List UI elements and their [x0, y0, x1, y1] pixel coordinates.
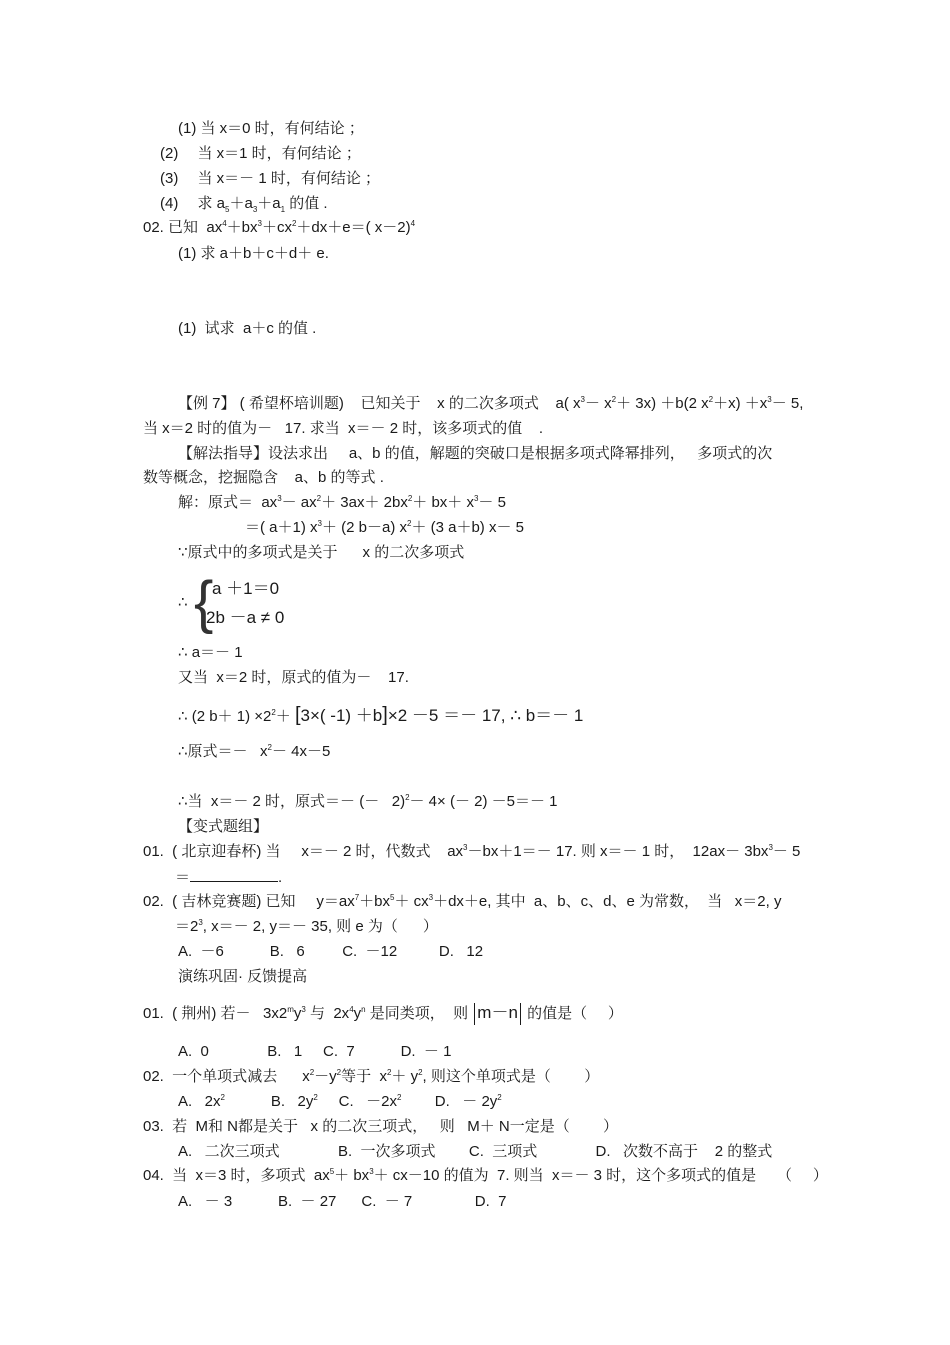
exponent: 2 — [396, 1093, 402, 1102]
text: A. 0 B. 1 C. 7 D. － 1 — [178, 1043, 452, 1060]
solution-line-2 — [245, 518, 524, 538]
text: , x＝－ 2, y＝－ 35, 则 e 为（ ） — [202, 918, 438, 935]
text: 03. 若 M和 N都是关于 x 的二次三项式， 则 M＋ N一定是（ ） — [143, 1118, 619, 1135]
exponent: 2 — [316, 494, 322, 503]
exponent: 2 — [271, 708, 276, 717]
exponent: 3 — [580, 395, 585, 404]
text: (4) 求 a — [160, 195, 226, 212]
text: 又当 x＝2 时，原式的值为－ 17. — [178, 669, 409, 686]
exponent: 2 — [386, 1068, 392, 1077]
text: D. － 2y — [401, 1093, 498, 1110]
text: 【解法指导】设法求出 a、b 的值，解题的突破口是根据多项式降幂排列， 多项式的次 — [178, 445, 773, 462]
exponent: 3 — [317, 519, 322, 528]
text: 解：原式＝ ax — [178, 494, 278, 511]
exponent: 3 — [369, 1167, 374, 1176]
practice-02 — [143, 1067, 599, 1087]
exponent: 3 — [301, 1005, 306, 1014]
text: ∴当 x＝－ 2 时，原式＝－ (－ 2) — [178, 793, 406, 810]
exponent: 7 — [354, 893, 360, 902]
exponent: 2 — [497, 1093, 502, 1102]
right-bracket-icon: ] — [382, 704, 388, 726]
text: ∴原式＝－ x — [178, 743, 268, 760]
equation-2 — [206, 608, 284, 628]
text: ＝( a＋1) x — [245, 519, 318, 536]
text: －bx＋1＝－ 17. 则 x＝－ 1 时， 12ax－ 3bx — [467, 843, 769, 860]
text: 的值 . — [285, 195, 328, 212]
exponent: 2 — [309, 1068, 315, 1077]
solution-line-1 — [178, 493, 506, 513]
text: y — [353, 1005, 362, 1022]
variant-02-cont — [175, 917, 438, 937]
exponent: 2 — [313, 1093, 318, 1102]
exponent: 3 — [257, 219, 262, 228]
exponent: 3 — [277, 494, 282, 503]
text: ∴ — [178, 594, 188, 611]
text: ＋ bx＋ x — [412, 494, 474, 511]
question-4 — [160, 194, 328, 214]
text: － 4× (－ 2) －5＝－ 1 — [409, 793, 558, 810]
problem-02 — [143, 218, 415, 238]
problem-02-sub-2 — [178, 319, 316, 339]
text: 等于 x — [341, 1068, 387, 1085]
exponent: 2 — [708, 395, 714, 404]
exponent: 3 — [198, 918, 203, 927]
exponent: 3 — [767, 395, 772, 404]
practice-03-options — [178, 1142, 772, 1162]
exponent: 4 — [349, 1005, 354, 1014]
text: ＋bx — [359, 893, 390, 910]
question-3 — [160, 169, 380, 189]
practice-title — [178, 967, 307, 987]
practice-01 — [143, 1003, 623, 1025]
therefore-symbol — [178, 593, 188, 613]
exponent: 2 — [336, 1068, 342, 1077]
left-brace-icon: { — [194, 570, 214, 635]
practice-02-options — [178, 1092, 502, 1112]
abs-bar-left-icon — [474, 1003, 475, 1025]
text: 与 2x — [305, 1005, 350, 1022]
subscript: 3 — [252, 205, 258, 214]
text: m－n — [477, 1003, 518, 1022]
exponent: 4 — [410, 219, 416, 228]
text: ＋x) ＋x — [713, 395, 768, 412]
variant-02-options — [178, 942, 483, 962]
text: (1) 求 a＋b＋c＋d＋ e. — [178, 245, 329, 262]
text: , 则这个单项式是（ ） — [422, 1068, 600, 1085]
text: ×2 －5 ＝－ 17, ∴ b＝－ 1 — [387, 706, 584, 725]
text: 2b －a ≠ 0 — [206, 608, 285, 627]
text: B. 2y — [224, 1093, 314, 1110]
subscript: 5 — [225, 205, 230, 214]
exponent: 4 — [222, 219, 227, 228]
text: ＋ y — [391, 1068, 419, 1085]
variant-01-answer — [175, 867, 282, 888]
text: 【例 7】 ( 希望杯培训题) 已知关于 x 的二次多项式 a( x — [178, 395, 581, 412]
practice-01-options — [178, 1042, 451, 1062]
exponent: 2 — [405, 793, 410, 802]
question-1 — [178, 119, 364, 139]
exponent: 2 — [407, 519, 412, 528]
exponent: 2 — [291, 219, 297, 228]
solution-guide-cont — [143, 468, 384, 488]
text: y — [293, 1005, 302, 1022]
exponent: 5 — [390, 893, 395, 902]
exponent: n — [361, 1005, 366, 1014]
exponent: 5 — [329, 1167, 335, 1176]
exponent: 2 — [267, 743, 272, 752]
problem-02-sub-1 — [178, 244, 329, 264]
exponent: 2 — [418, 1068, 423, 1077]
text: ＋a — [229, 195, 253, 212]
exponent: 2 — [611, 395, 617, 404]
solution-guide — [178, 444, 772, 464]
text: ＋ (2 b－a) x — [321, 519, 407, 536]
exponent: 3 — [428, 893, 434, 902]
b-equation — [178, 705, 583, 727]
text: － 4x－5 — [272, 743, 331, 760]
abs-bar-right-icon — [520, 1003, 521, 1025]
since-statement — [178, 543, 464, 563]
text: ＋bx — [226, 219, 258, 236]
text: 当 x＝2 时的值为－ 17. 求当 x＝－ 2 时，该多项式的值 . — [143, 420, 544, 437]
text: － x — [584, 395, 612, 412]
text: 的值是（ ） — [522, 1005, 623, 1022]
text: 是同类项， 则 — [365, 1005, 469, 1022]
example-7-title — [178, 394, 803, 414]
example-7-line-2 — [143, 419, 543, 439]
text: ＋ bx — [334, 1167, 370, 1184]
exponent: 2 — [220, 1093, 225, 1102]
text: ＋ 3x) ＋b(2 x — [616, 395, 709, 412]
text: ＋ cx－10 的值为 7. 则当 x＝－ 3 时，这个多项式的值是 （ ） — [373, 1167, 828, 1184]
text: ＝ — [175, 869, 191, 886]
text: － 5 — [478, 494, 506, 511]
exponent: 3 — [463, 843, 468, 852]
text: ＋cx — [261, 219, 292, 236]
variant-02 — [143, 892, 782, 912]
text: － 5, — [771, 395, 804, 412]
text: ＋dx＋e＝( x－2) — [296, 219, 411, 236]
answer-blank[interactable] — [190, 867, 278, 882]
text: ∴ (2 b＋ 1) ×2 — [178, 708, 272, 725]
variants-title — [178, 817, 268, 837]
question-text: (2) 当 x＝1 时，有何结论 ； — [160, 145, 361, 162]
text: ＋ cx — [394, 893, 429, 910]
final-value — [178, 792, 557, 812]
text: A. －6 B. 6 C. －12 D. 12 — [178, 943, 484, 960]
exponent: m — [287, 1005, 294, 1014]
text: A. 2x — [178, 1093, 221, 1110]
text: 数等概念，挖掘隐含 a、b 的等式 . — [143, 469, 384, 486]
text: ＋ (3 a＋b) x－ 5 — [411, 519, 524, 536]
question-2 — [160, 144, 361, 164]
question-text: (1) 当 x＝0 时，有何结论 ； — [178, 120, 364, 137]
text: ∵原式中的多项式是关于 x 的二次多项式 — [178, 544, 465, 561]
question-text: (3) 当 x＝－ 1 时，有何结论 ； — [160, 170, 381, 187]
exponent: 3 — [768, 843, 773, 852]
text: ＋dx＋e, 其中 a、b、c、d、e 为常数， 当 x＝2, y — [433, 893, 782, 910]
equation-1 — [212, 579, 279, 599]
text: C. －2x — [317, 1093, 397, 1110]
variant-01 — [143, 842, 800, 862]
text: － ax — [281, 494, 317, 511]
text: 01. ( 荆州) 若－ 3x2 — [143, 1005, 288, 1022]
text: . — [278, 869, 283, 886]
text: 【变式题组】 — [178, 818, 269, 835]
text: 02. ( 吉林竞赛题) 已知 y＝ax — [143, 893, 355, 910]
text: 04. 当 x＝3 时，多项式 ax — [143, 1167, 330, 1184]
practice-03 — [143, 1117, 618, 1137]
text: ＋ 3ax＋ 2bx — [321, 494, 408, 511]
text: (1) 试求 a＋c 的值 . — [178, 320, 317, 337]
subscript: 1 — [280, 205, 286, 214]
text: 02. 已知 ax — [143, 219, 223, 236]
a-value — [178, 643, 243, 663]
text: ∴ a＝－ 1 — [178, 644, 243, 661]
text: ＝2 — [175, 918, 199, 935]
text: A. 二次三项式 B. 一次多项式 C. 三项式 D. 次数不高于 2 的整式 — [178, 1143, 773, 1160]
again-statement — [178, 668, 409, 688]
text: －y — [314, 1068, 337, 1085]
text: ＋ — [275, 708, 295, 725]
left-bracket-icon: [ — [294, 704, 301, 726]
text: a ＋1＝0 — [212, 579, 280, 598]
text: 01. ( 北京迎春杯) 当 x＝－ 2 时，代数式 ax — [143, 843, 464, 860]
practice-04-options — [178, 1192, 506, 1212]
exponent: 2 — [407, 494, 413, 503]
text: － 5 — [772, 843, 801, 860]
text: 3×( -1) ＋b — [300, 706, 383, 725]
original-simplified — [178, 742, 330, 762]
text: ＋a — [257, 195, 281, 212]
practice-04 — [143, 1166, 828, 1186]
text: 演练巩固· 反馈提高 — [178, 968, 308, 985]
text: A. － 3 B. － 27 C. － 7 D. 7 — [178, 1193, 507, 1210]
exponent: 3 — [473, 494, 479, 503]
text: 02. 一个单项式减去 x — [143, 1068, 310, 1085]
